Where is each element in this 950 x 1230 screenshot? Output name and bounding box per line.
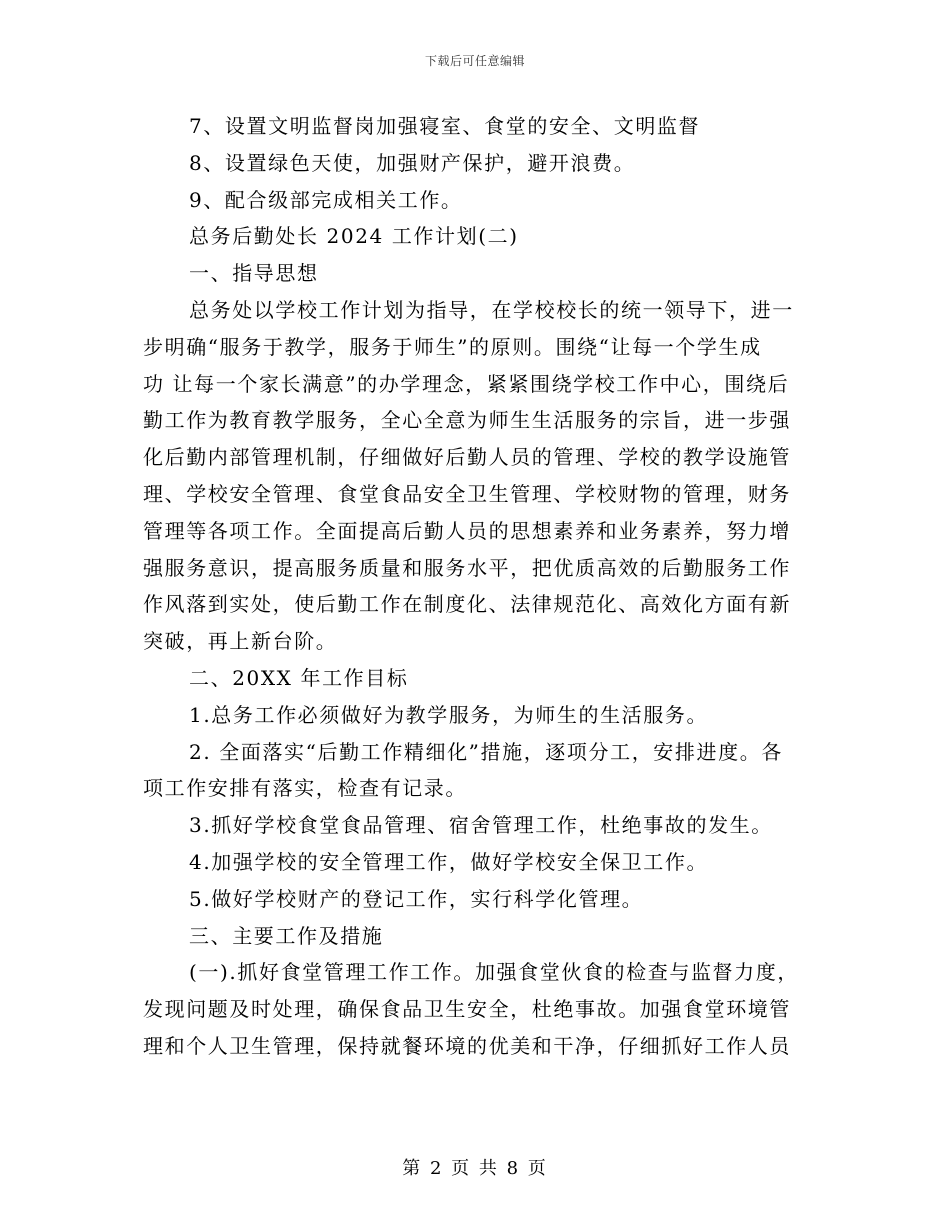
paragraph-guiding-thought [143,292,808,660]
goal-item-2 [143,734,808,808]
paragraph-measure-1 [143,954,808,1064]
heading-guiding-thought: 一、指导思想 [189,261,319,286]
paragraph-line: 突破，再上新台阶。 [143,629,338,654]
list-item-9: 9、配合级部完成相关工作。 [189,187,463,212]
paragraph-line: 2. 全面落实“后勤工作精细化”措施，逐项分工，安排进度。各 [189,739,783,764]
paragraph-line: 作风落到实处，使后勤工作在制度化、法律规范化、高效化方面有新 [143,592,791,617]
paragraph-line: 发现问题及时处理，确保食品卫生安全，杜绝事故。加强食堂环境管 [143,997,791,1022]
document-body [143,108,808,1065]
paragraph-line: 项工作安排有落实，检查有记录。 [143,776,467,801]
section-title: 总务后勤处长 2024 工作计划(二) [189,224,519,249]
list-item-8: 8、设置绿色天使，加强财产保护，避开浪费。 [189,150,636,175]
heading-main-measures: 三、主要工作及措施 [189,923,384,948]
paragraph-line: 理、学校安全管理、食堂食品安全卫生管理、学校财物的管理，财务 [143,481,791,506]
paragraph-line: 功 让每一个家长满意”的办学理念，紧紧围绕学校工作中心，围绕后 [143,371,790,396]
goal-item-3: 3.抓好学校食堂食品管理、宿舍管理工作，杜绝事故的发生。 [189,813,773,838]
paragraph-line: (一).抓好食堂管理工作工作。加强食堂伙食的检查与监督力度， [189,960,799,985]
page-header-note: 下载后可任意编辑 [424,54,525,68]
paragraph-line: 管理等各项工作。全面提高后勤人员的思想素养和业务素养，努力增 [143,518,791,543]
paragraph-line: 勤工作为教育教学服务，全心全意为师生生活服务的宗旨，进一步强 [143,408,791,433]
paragraph-line: 总务处以学校工作计划为指导，在学校校长的统一领导下，进一 [189,297,794,322]
paragraph-line: 步明确“服务于教学，服务于师生”的原则。围绕“让每一个学生成 [143,334,762,359]
paragraph-line: 理和个人卫生管理，保持就餐环境的优美和干净，仔细抓好工作人员 [143,1033,791,1058]
paragraph-line: 化后勤内部管理机制，仔细做好后勤人员的管理、学校的教学设施管 [143,445,791,470]
goal-item-1: 1.总务工作必须做好为教学服务，为师生的生活服务。 [189,702,709,727]
list-item-7: 7、设置文明监督岗加强寝室、食堂的安全、文明监督 [189,114,701,138]
goal-item-5: 5.做好学校财产的登记工作，实行科学化管理。 [189,886,644,911]
heading-work-goals: 二、20XX 年工作目标 [189,665,409,690]
paragraph-line: 强服务意识，提高服务质量和服务水平，把优质高效的后勤服务工作 [143,555,791,580]
page-footer-number: 第 2 页 共 8 页 [402,1158,548,1179]
goal-item-4: 4.加强学校的安全管理工作，做好学校安全保卫工作。 [189,849,709,874]
